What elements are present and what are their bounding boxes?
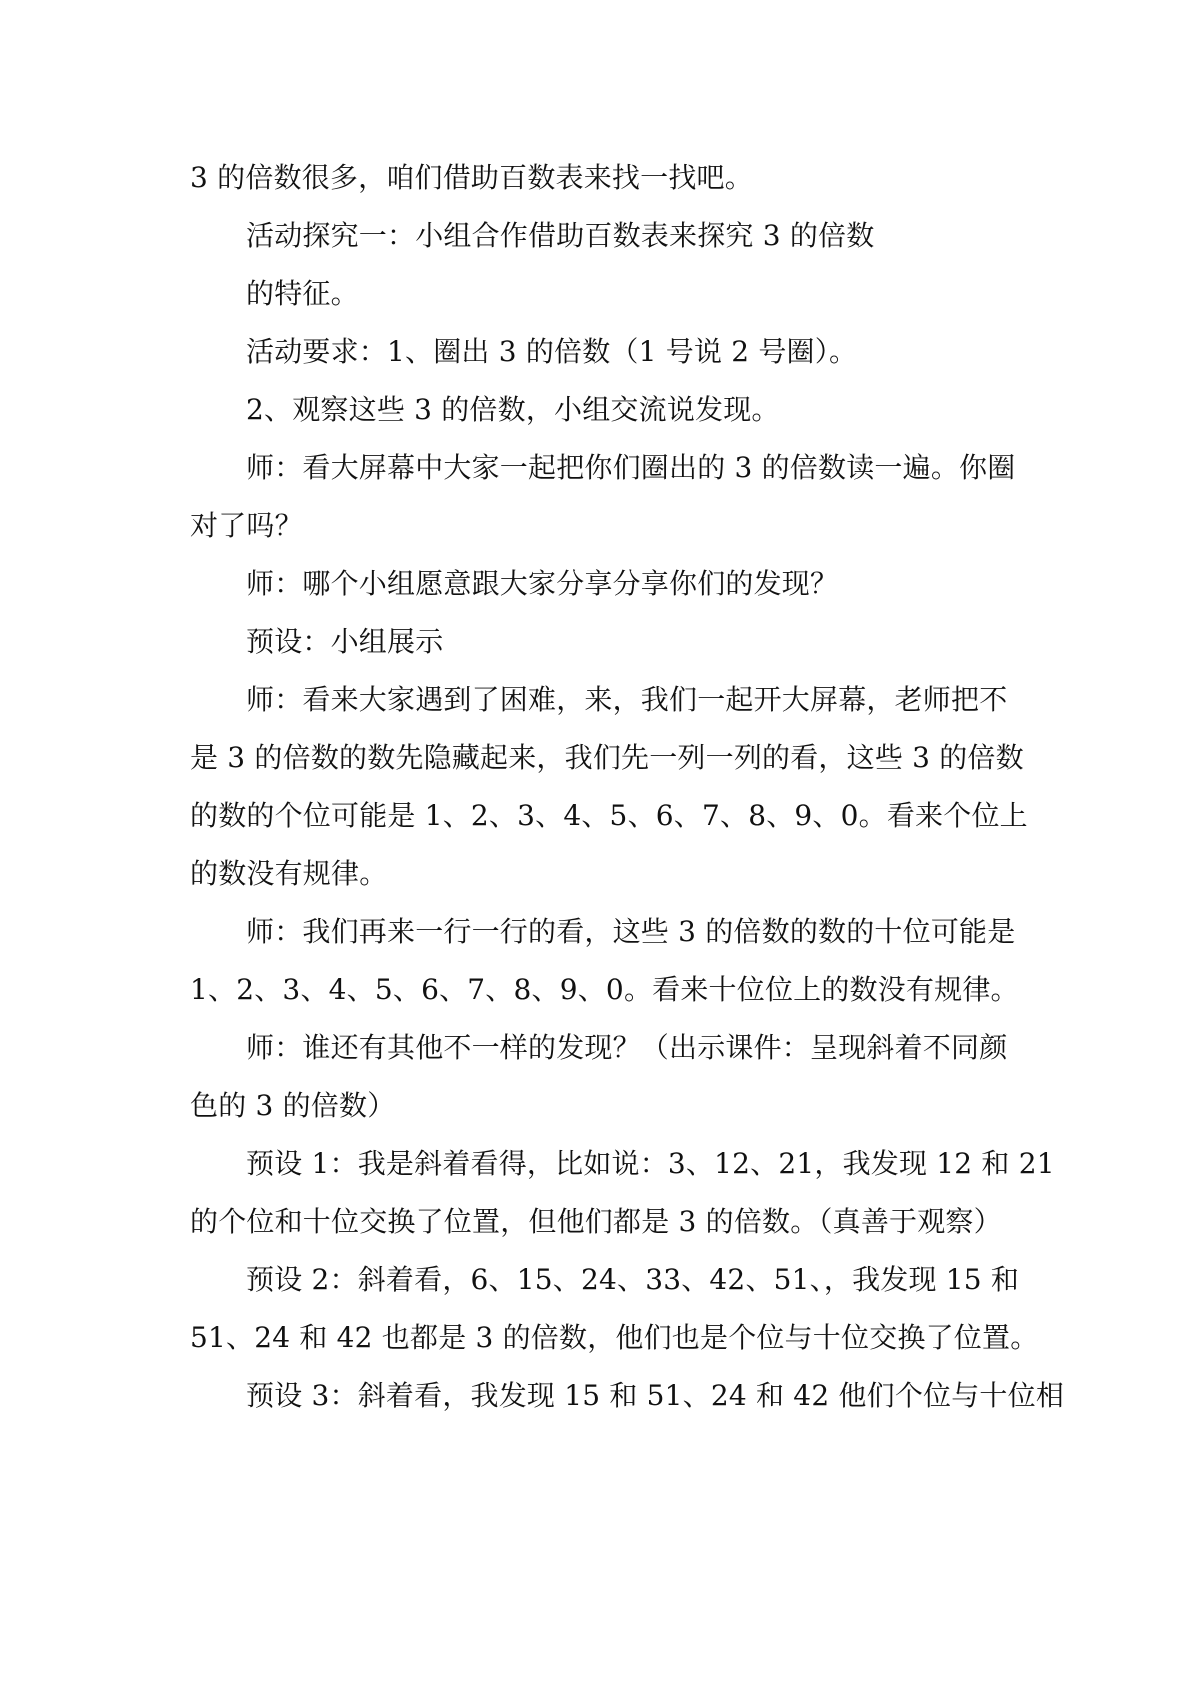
text-line: 的数的个位可能是 1、2、3、4、5、6、7、8、9、0。看来个位上 — [190, 799, 1028, 832]
text-line: 师：谁还有其他不一样的发现？（出示课件：呈现斜着不同颜 — [246, 1031, 1008, 1064]
text-line: 师：我们再来一行一行的看，这些 3 的倍数的数的十位可能是 — [246, 915, 1016, 948]
text-line: 师：看大屏幕中大家一起把你们圈出的 3 的倍数读一遍。你圈 — [246, 451, 1016, 484]
text-line: 师：哪个小组愿意跟大家分享分享你们的发现？ — [246, 567, 839, 600]
text-line: 预设 2：斜着看，6、15、24、33、42、51、，我发现 15 和 — [246, 1263, 1020, 1296]
text-line: 3 的倍数很多，咱们借助百数表来找一找吧。 — [190, 161, 753, 194]
text-line: 活动探究一：小组合作借助百数表来探究 3 的倍数 — [246, 219, 875, 252]
text-line: 51、24 和 42 也都是 3 的倍数，他们也是个位与十位交换了位置。 — [190, 1321, 1039, 1354]
text-line: 师：看来大家遇到了困难，来，我们一起开大屏幕，老师把不 — [246, 683, 1008, 716]
text-line: 是 3 的倍数的数先隐藏起来，我们先一列一列的看，这些 3 的倍数 — [190, 741, 1024, 774]
text-line: 的个位和十位交换了位置，但他们都是 3 的倍数。（真善于观察） — [190, 1205, 1002, 1238]
text-line: 预设：小组展示 — [246, 625, 444, 658]
text-line: 对了吗？ — [190, 509, 303, 542]
text-line: 活动要求：1、圈出 3 的倍数（1 号说 2 号圈）。 — [246, 335, 858, 368]
text-line: 的特征。 — [246, 277, 359, 310]
text-line: 1、2、3、4、5、6、7、8、9、0。看来十位位上的数没有规律。 — [190, 973, 1019, 1006]
text-line: 色的 3 的倍数） — [190, 1089, 396, 1122]
text-line: 的数没有规律。 — [190, 857, 388, 890]
text-line: 预设 1：我是斜着看得，比如说：3、12、21，我发现 12 和 21 — [246, 1147, 1055, 1180]
text-line: 2、观察这些 3 的倍数，小组交流说发现。 — [246, 393, 780, 426]
text-line: 预设 3：斜着看，我发现 15 和 51、24 和 42 他们个位与十位相 — [246, 1379, 1065, 1412]
